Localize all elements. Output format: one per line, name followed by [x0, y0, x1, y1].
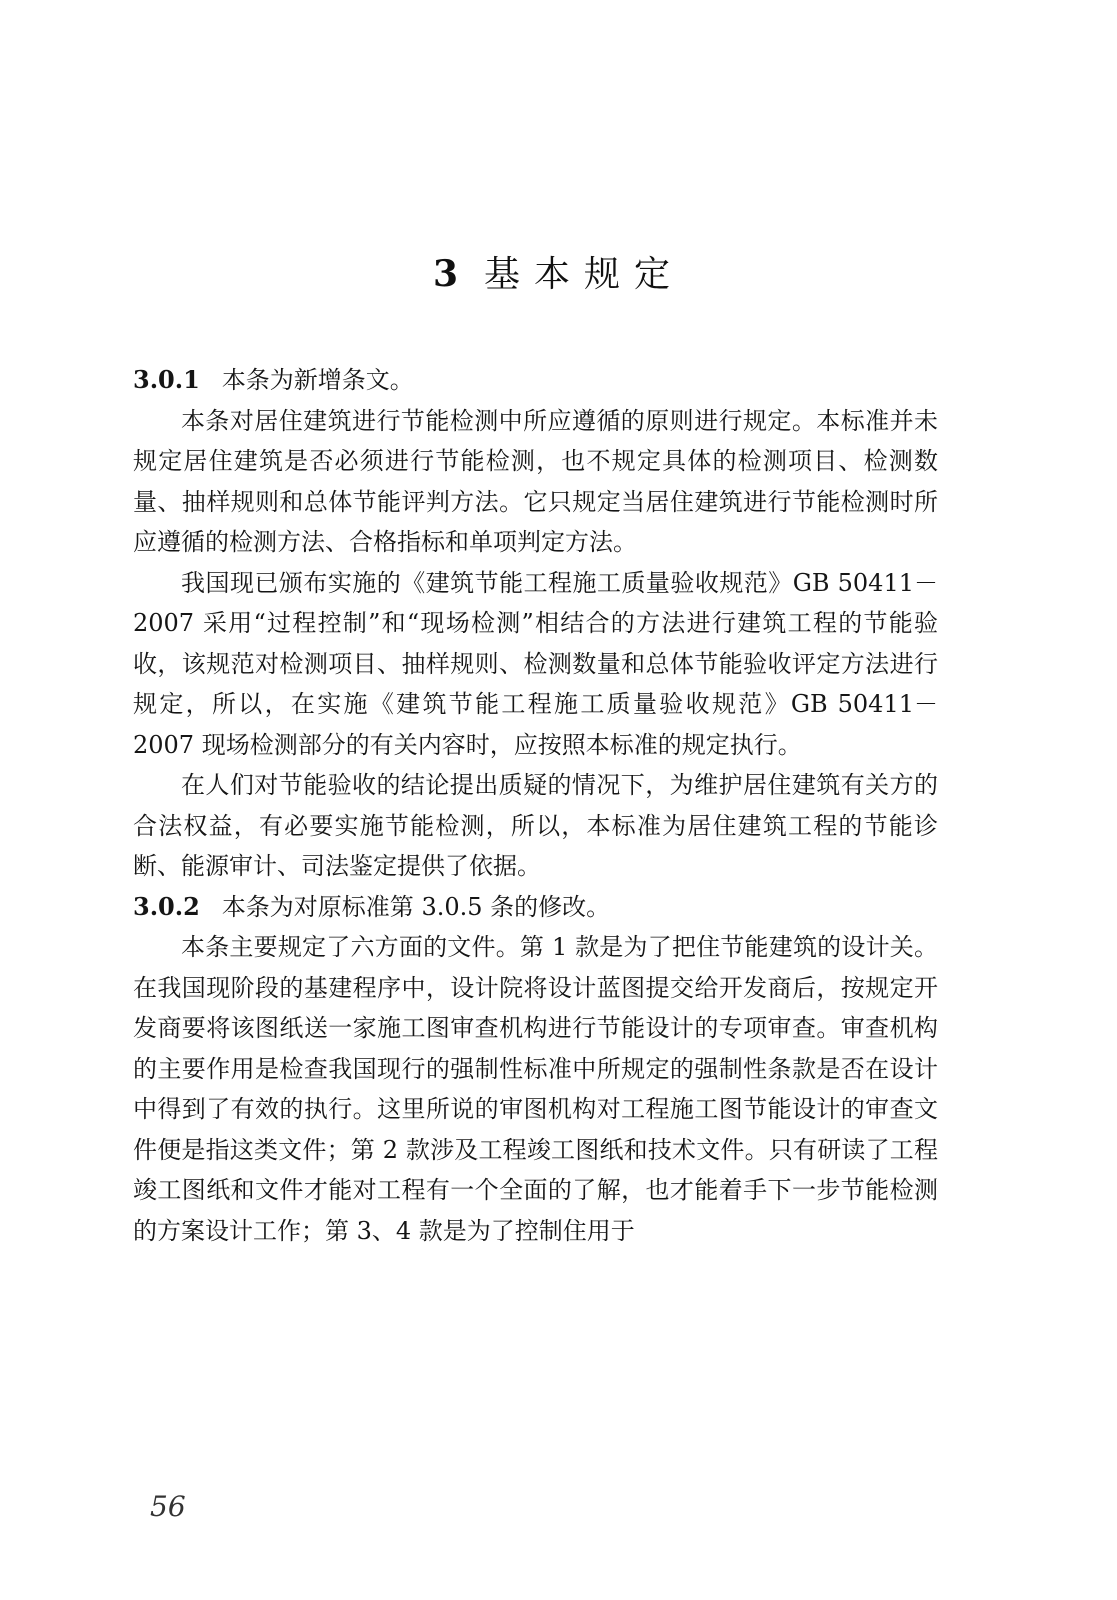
clause-number: 3.0.1: [133, 365, 200, 394]
chapter-number: 3: [432, 253, 459, 295]
paragraph: 我国现已颁布实施的《建筑节能工程施工质量验收规范》GB 50411－2007 采用“过程控制”和“现场检测”相结合的方法进行建筑工程的节能验收，该规范对检测项目、抽样规则、检测数量和总体节能验收评定方法进行规定，所以，在实施《建筑节能工程施工质量验收规范》GB 50411－2007 现场检测部分的有关内容时，应按照本标准的规定执行。: [133, 568, 938, 759]
clause-heading-text: 本条为对原标准第 3.0.5 条的修改。: [221, 892, 611, 921]
clause-heading-text: 本条为新增条文。: [221, 366, 414, 394]
page-number: 56: [150, 1490, 186, 1523]
chapter-title-text: 基本规定: [484, 254, 685, 295]
chapter-title: [0, 246, 1117, 297]
paragraph: 本条主要规定了六方面的文件。第 1 款是为了把住节能建筑的设计关。在我国现阶段的基建程序中，设计院将设计蓝图提交给开发商后，按规定开发商要将该图纸送一家施工图审查机构进行节能设计的专项审查。审查机构的主要作用是检查我国现行的强制性标准中所规定的强制性条款是否在设计中得到了有效的执行。这里所说的审图机构对工程施工图节能设计的审查文件便是指这类文件；第 2 款涉及工程竣工图纸和技术文件。只有研读了工程竣工图纸和文件才能对工程有一个全面的了解，也才能着手下一步节能检测的方案设计工作；第 3、4 款是为了控制住用于: [133, 933, 938, 1245]
paragraph: 在人们对节能验收的结论提出质疑的情况下，为维护居住建筑有关方的合法权益，有必要实施节能检测，所以，本标准为居住建筑工程的节能诊断、能源审计、司法鉴定提供了依据。: [133, 771, 938, 880]
clause-heading: [133, 360, 938, 401]
clause-heading: [133, 887, 938, 928]
clause-number: 3.0.2: [133, 891, 200, 921]
main-content: [133, 360, 938, 1251]
paragraph: 本条对居住建筑进行节能检测中所应遵循的原则进行规定。本标准并未规定居住建筑是否必须进行节能检测，也不规定具体的检测项目、检测数量、抽样规则和总体节能评判方法。它只规定当居住建筑进行节能检测时所应遵循的检测方法、合格指标和单项判定方法。: [133, 406, 938, 556]
